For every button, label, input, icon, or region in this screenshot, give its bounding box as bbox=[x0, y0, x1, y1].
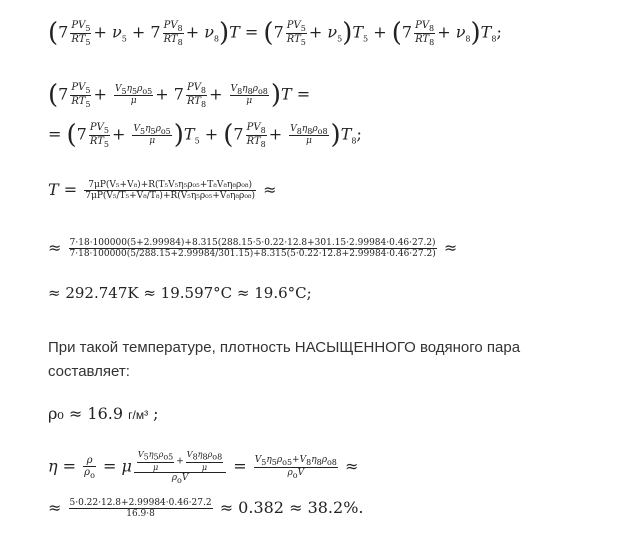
equation-temperature-formula: T = $\frac{\text{7μP(V₅+V₈)+R(T₅V₅η₅ρ₀₅+T₈V₈η₈ρ₀₈)}}{\text{7μP(V₅/T₅+V₈/T₈)+R(V₅η₅ρ₀₅+V₈η₈ρ₀₈)}}$ ≈ bbox=[48, 180, 277, 201]
equation-humidity-formula: η = $\frac{\rho}{\rho_o}$ = μ $\frac{V5\eta 5\rho o5}{\mu}$ + $\frac{V8\eta 8\rho o8}{\mu}$ ρoV = $\frac{V5\eta 5\rho o5+V8\eta 8\rho o8}{\text{ρoV}}$ ≈ bbox=[48, 450, 359, 485]
temperature-result: ≈ 292.747K ≈ 19.597°C ≈ 19.6°C; bbox=[48, 284, 312, 302]
numeric-denominator: 7·18·100000(5/288.15+2.99984/301.15)+8.315(5·0.22·12.8+2.99984·0.46·27.2) bbox=[69, 249, 436, 259]
eta-denominator: 16.9·8 bbox=[126, 509, 155, 519]
t-numerator: 7μP(V₅+V₈)+R(T₅V₅η₅ρ₀₅+T₈V₈η₈ρ₀₈) bbox=[84, 180, 256, 191]
humidity-result: ≈ 0.382 ≈ 38.2%. bbox=[219, 498, 364, 517]
eta-numerator: 5·0.22·12.8+2.99984·0.46·27.2 bbox=[69, 498, 212, 508]
equation-temperature-numeric: ≈ 7·18·100000(5+2.99984)+8.315(288.15·5·0.22·12.8+301.15·2.99984·0.46·27.2) 7·18·100000(5/288.15+2.99984/301.15)+8.315(5·0.22·12.8+2.99984·0.46·27.2) ≈ bbox=[48, 238, 458, 259]
vapor-density-value: ρ₀ ≈ 16.9 bbox=[48, 404, 124, 423]
numeric-numerator: 7·18·100000(5+2.99984)+8.315(288.15·5·0.22·12.8+301.15·2.99984·0.46·27.2) bbox=[69, 238, 436, 248]
equation-humidity-numeric: ≈ $\frac{5\cdot 0.22\cdot 12.8+2.99984\cdot 0.46\cdot 27.2}{16.9\cdot 8}$ ≈ 0.382 ≈ 38.2%. bbox=[48, 498, 364, 519]
equation-expanded-rhs: = (7 $\frac{PV_5}{RT_5}$ + $\frac{V5\eta 5\rho o5}{\mu}$ )$T_5 + (7$ $\frac{PV_8}{RT_8}$ + $\frac{V8\eta 8\rho o8}{\mu}$ )$T_8$; bbox=[48, 120, 362, 150]
equation-expanded-lhs: (7 $\frac{PV_5}{RT_5}$ + $\frac{V5\eta 5\rho o5}{\mu}$ + 7 $\frac{PV_8}{RT_8}$ + $\frac{V8\eta 8\rho o8}{\mu}$ )T = bbox=[48, 80, 311, 110]
vapor-density: ρ₀ ≈ 16.9 г/м³ ; bbox=[48, 404, 159, 423]
t-denominator: 7μP(V₅/T₅+V₈/T₈)+R(V₅η₅ρ₀₅+V₈η₈ρ₀₈) bbox=[85, 191, 256, 201]
vapor-density-unit: г/м³ bbox=[128, 408, 149, 422]
equation-energy-balance: (7 $\frac{PV_5}{RT_5}$ + $\nu_5 + 7$ $\frac{PV_8}{RT_8}$ + $\nu_8)T = (7$ $\frac{PV_5}{RT_5}$ + $\nu_5)T_5 + (7$ $\frac{PV_8}{RT_8}$ + $\nu_8)T_8$; bbox=[48, 18, 502, 48]
saturated-vapor-paragraph: При такой температуре, плотность НАСЫЩЕННОГО водяного пара составляет: bbox=[48, 339, 521, 380]
